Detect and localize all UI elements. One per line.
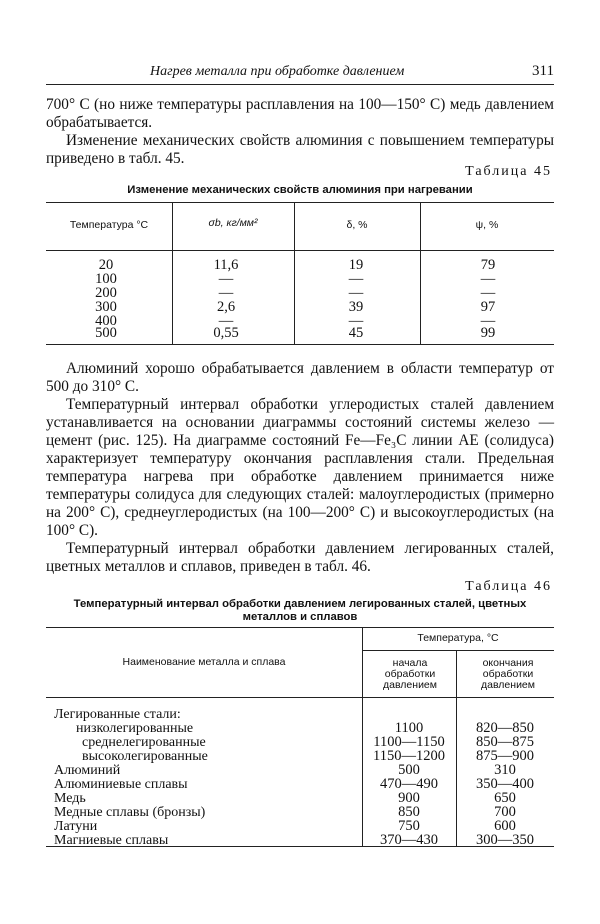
table46-cell-start: 1150—1200 bbox=[373, 748, 445, 764]
table46-cell-start: 1100—1150 bbox=[373, 734, 445, 750]
table46-header-name: Наименование металла и сплава bbox=[122, 656, 286, 668]
table46-cell-name: Медь bbox=[54, 791, 86, 806]
table46-cell-end: 875—900 bbox=[476, 748, 534, 764]
table46-cell-end: 350—400 bbox=[476, 776, 534, 792]
table45-cell: — bbox=[480, 285, 496, 301]
table45-cell: 19 bbox=[348, 257, 364, 273]
table45-cell: 500 bbox=[95, 325, 117, 341]
table45-header-temperature: Температура °С bbox=[69, 219, 149, 231]
table46-cell-start: 370—430 bbox=[380, 832, 438, 848]
table46-title-line2: металлов и сплавов bbox=[242, 611, 358, 623]
table45-cell: 20 bbox=[98, 257, 114, 273]
table46-header-temperature: Температура, °С bbox=[417, 632, 499, 644]
running-header bbox=[46, 60, 554, 85]
table46-cell-end: 650 bbox=[494, 790, 516, 806]
table45-cell: — bbox=[348, 285, 364, 301]
table46-top-rule bbox=[46, 627, 554, 628]
table45-header-rule bbox=[46, 250, 554, 251]
table45-cell: 0,55 bbox=[213, 325, 239, 341]
paragraph-3: Алюминий хорошо обрабатывается давлением в области температур от 500 до 310° С. bbox=[46, 360, 554, 395]
table45-top-rule bbox=[46, 202, 554, 203]
running-title: Нагрев металла при обработке давлением bbox=[150, 64, 405, 79]
table45-cell: 45 bbox=[348, 325, 364, 341]
table46-cell-start: 900 bbox=[398, 790, 420, 806]
table46-cell-end: 850—875 bbox=[476, 734, 534, 750]
table45-title: Изменение механических свойств алюминия при нагревании bbox=[127, 184, 473, 196]
table46-cell-end: 820—850 bbox=[476, 720, 534, 736]
table46-cell-name: Латуни bbox=[54, 819, 98, 834]
table45-label: Таблица 45 bbox=[465, 164, 552, 179]
table45-cell: 100 bbox=[95, 271, 117, 287]
table45-bottom-rule bbox=[46, 344, 554, 345]
table45-cell: 79 bbox=[480, 257, 496, 273]
table46-cell-end: 310 bbox=[494, 762, 516, 778]
table45-header-strength: σb, кг/мм² bbox=[208, 217, 258, 229]
table46-cell-name: среднелегированные bbox=[82, 735, 206, 750]
table45-cell: — bbox=[480, 313, 496, 329]
table46-cell-name: Легированные стали: bbox=[54, 707, 181, 722]
table46-label: Таблица 46 bbox=[465, 579, 552, 594]
table46-cell-name: низколегированные bbox=[76, 721, 194, 736]
paragraph-5: Температурный интервал обработки давлением легированных сталей, цветных металлов и сплавов, приведен в табл. 46. bbox=[46, 540, 554, 575]
table45-cell: 2,6 bbox=[216, 299, 236, 315]
table45-cell: 400 bbox=[95, 313, 117, 329]
table45-cell: — bbox=[348, 313, 364, 329]
paragraph-2: Изменение механических свойств алюминия с повышением температуры приведено в табл. 45. bbox=[46, 132, 554, 167]
table46-cell-name: Алюминий bbox=[54, 763, 121, 778]
paragraph-4: Температурный интервал обработки углеродистых сталей давлением устанавливается на основании диаграммы состояний системы железо — цемент (рис. 125). На диаграмме состояний Fe—Fe₃С линии АЕ (солидуса) характеризует температуру окончания расплавления стали. Предельная температура нагрева при обработке давлением принимается ниже температуры солидуса для следующих сталей: малоуглеродистых (примерно на 200° С), среднеуглеродистых (на 100—200° С) и высокоуглеродистых (на 100° С). bbox=[46, 396, 554, 539]
table46-cell-name: Алюминиевые сплавы bbox=[54, 777, 188, 792]
table46-cell-name: Медные сплавы (бронзы) bbox=[54, 805, 206, 820]
table46-cell-start: 470—490 bbox=[380, 776, 438, 792]
table45-cell: — bbox=[218, 313, 234, 329]
table46-cell-start: 500 bbox=[398, 762, 420, 778]
table45-cell: 200 bbox=[95, 285, 117, 301]
table46-header-end: окончания обработки давлением bbox=[481, 657, 535, 691]
table46-cell-name: Магниевые сплавы bbox=[54, 833, 169, 848]
table46-cell-name: высоколегированные bbox=[82, 749, 208, 764]
table45-cell: — bbox=[218, 271, 234, 287]
table45-cell: 11,6 bbox=[213, 257, 239, 273]
table46-cell-end: 600 bbox=[494, 818, 516, 834]
table46-cell-start: 850 bbox=[398, 804, 420, 820]
table46-header-rule bbox=[46, 697, 554, 698]
table45-cell: 300 bbox=[95, 299, 117, 315]
table46-header-start: начала обработки давлением bbox=[383, 657, 437, 691]
table45-header-elongation: δ, % bbox=[346, 219, 368, 231]
table46-cell-end: 300—350 bbox=[476, 832, 534, 848]
table46-subheader-rule bbox=[362, 650, 554, 651]
page-number: 311 bbox=[532, 63, 554, 79]
table45-cell: 39 bbox=[348, 299, 364, 315]
table46-cell-start: 1100 bbox=[394, 720, 424, 736]
paragraph-1: 700° С (но ниже температуры расплавления на 100—150° С) медь давлением обрабатывается. bbox=[46, 96, 554, 131]
table45-header-contraction: ψ, % bbox=[475, 219, 499, 231]
table46-cell-end: 700 bbox=[494, 804, 516, 820]
table46-title-line1: Температурный интервал обработки давлением легированных сталей, цветных bbox=[73, 598, 527, 610]
table46-cell-start: 750 bbox=[398, 818, 420, 834]
table45-cell: — bbox=[480, 271, 496, 287]
table45-cell: — bbox=[348, 271, 364, 287]
table45-cell: 99 bbox=[480, 325, 496, 341]
table45-cell: — bbox=[218, 285, 234, 301]
table45-cell: 97 bbox=[480, 299, 496, 315]
